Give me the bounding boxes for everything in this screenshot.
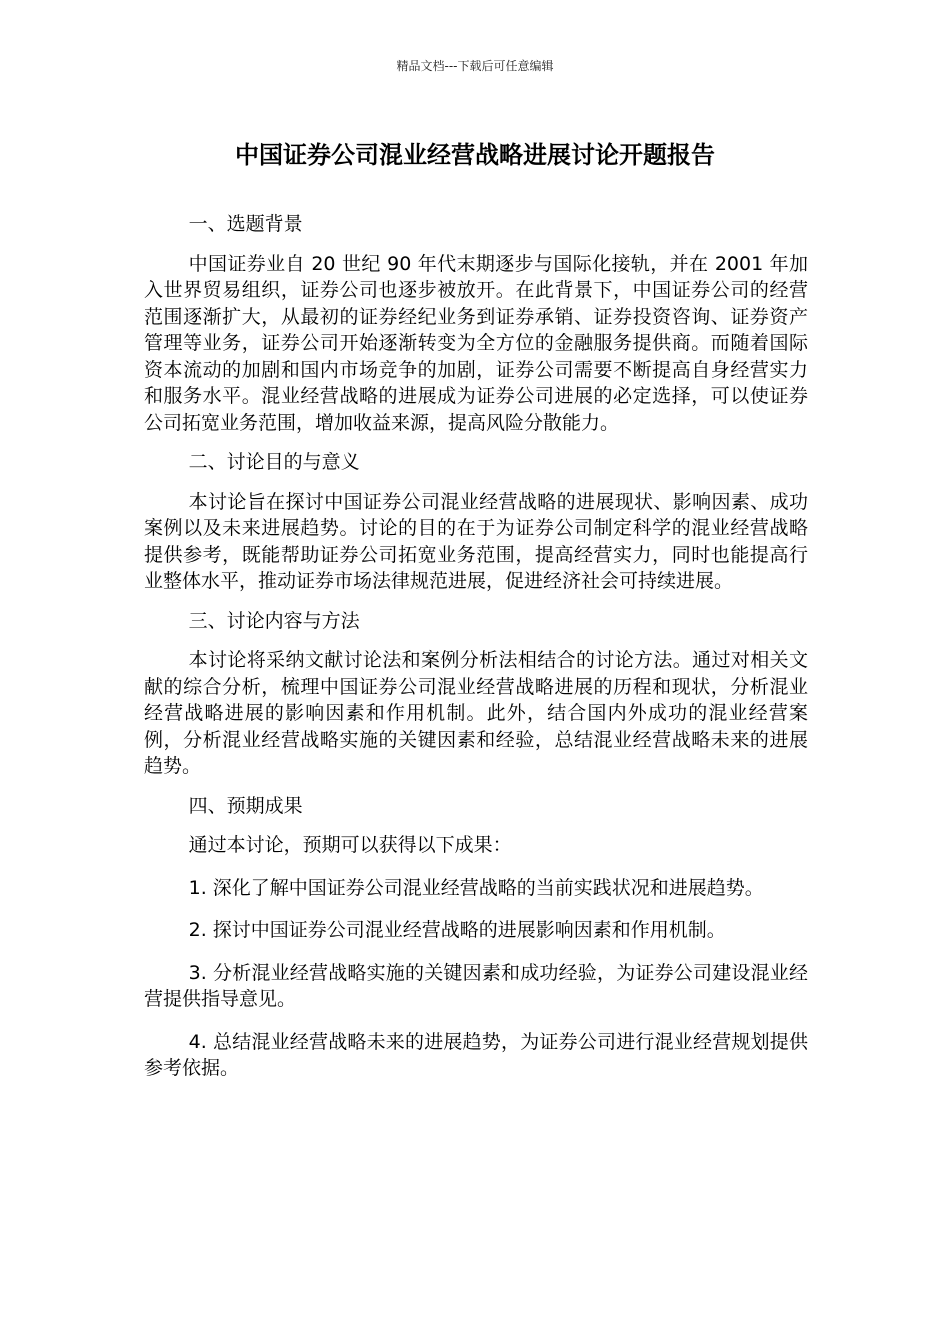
document-body bbox=[144, 211, 808, 1098]
section-paragraph-purpose: 本讨论旨在探讨中国证券公司混业经营战略的进展现状、影响因素、成功案例以及未来进展趋势。讨论的目的在于为证券公司制定科学的混业经营战略提供参考，既能帮助证券公司拓宽业务范围，提高经营实力，同时也能提高行业整体水平，推动证券市场法律规范进展，促进经济社会可持续进展。 bbox=[144, 490, 808, 592]
outcome-item-4: 4. 总结混业经营战略未来的进展趋势，为证券公司进行混业经营规划提供参考依据。 bbox=[144, 1030, 808, 1079]
outcomes-intro: 通过本讨论，预期可以获得以下成果： bbox=[188, 834, 512, 856]
section-heading-outcomes: 四、预期成果 bbox=[188, 794, 303, 817]
section-paragraph-background: 中国证券业自 20 世纪 90 年代末期逐步与国际化接轨，并在 2001 年加入世界贸易组织，证券公司也逐步被放开。在此背景下，中国证券公司的经营范围逐渐扩大，从最初的证券经纪业务到证券承销、证券投资咨询、证券资产管理等业务，证券公司开始逐渐转变为全方位的金融服务提供商。而随着国际资本流动的加剧和国内市场竞争的加剧，证券公司需要不断提高自身经营实力和服务水平。混业经营战略的进展成为证券公司进展的必定选择，可以使证券公司拓宽业务范围，增加收益来源，提高风险分散能力。 bbox=[144, 252, 808, 434]
section-heading-purpose: 二、讨论目的与意义 bbox=[188, 451, 360, 473]
section-heading-method: 三、讨论内容与方法 bbox=[188, 609, 360, 632]
section-heading-background: 一、选题背景 bbox=[188, 213, 303, 235]
outcome-item-2: 2. 探讨中国证券公司混业经营战略的进展影响因素和作用机制。 bbox=[188, 919, 726, 941]
section-paragraph-method: 本讨论将采纳文献讨论法和案例分析法相结合的讨论方法。通过对相关文献的综合分析，梳理中国证券公司混业经营战略进展的历程和现状，分析混业经营战略进展的影响因素和作用机制。此外，结合国内外成功的混业经营案例，分析混业经营战略实施的关键因素和经验，总结混业经营战略未来的进展趋势。 bbox=[144, 649, 808, 777]
outcome-item-1: 1. 深化了解中国证券公司混业经营战略的当前实践状况和进展趋势。 bbox=[188, 876, 764, 899]
document-title: 中国证券公司混业经营战略进展讨论开题报告 bbox=[235, 141, 715, 169]
header-watermark: 精品文档---下载后可任意编辑 bbox=[396, 59, 554, 73]
outcome-item-3: 3. 分析混业经营战略实施的关键因素和成功经验，为证券公司建设混业经营提供指导意见。 bbox=[144, 961, 808, 1010]
